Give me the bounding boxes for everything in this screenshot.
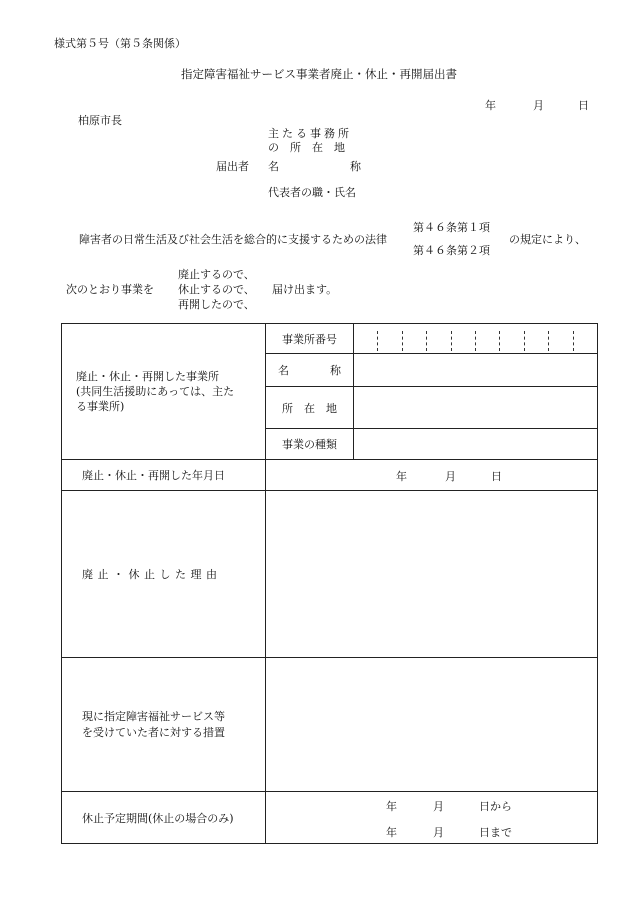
office-number-field[interactable] <box>354 324 598 354</box>
name-label-a: 名 <box>278 364 289 377</box>
action-option-resume: 再開したので、 <box>178 298 255 311</box>
business-type-field[interactable] <box>354 429 598 460</box>
period-until-year: 年 <box>386 825 397 839</box>
applicant-role: 届出者 <box>216 160 249 173</box>
period-from-month: 月 <box>433 799 444 813</box>
name-label-b: 称 <box>330 364 341 377</box>
period-label: 休止予定期間(休止の場合のみ) <box>62 792 266 844</box>
office-section-label-1: 廃止・休止・再開した事業所 <box>76 370 219 383</box>
date-field[interactable] <box>266 460 598 491</box>
article-2: 第４６条第２項 <box>413 244 490 257</box>
business-type-label: 事業の種類 <box>266 429 354 460</box>
address-field[interactable] <box>354 387 598 429</box>
action-option-suspend: 休止するので、 <box>178 283 255 296</box>
name-label-2: 称 <box>350 160 361 173</box>
office-number-digit-boxes <box>354 326 597 351</box>
address-label: 所 在 地 <box>266 387 354 429</box>
date-year: 年 <box>485 99 496 112</box>
office-label-2: の 所 在 地 <box>268 141 345 154</box>
measures-label <box>62 658 266 792</box>
office-number-label: 事業所番号 <box>266 324 354 354</box>
reason-label: 廃止・休止した理由 <box>62 491 266 658</box>
period-until-month: 月 <box>433 825 444 839</box>
period-from-day: 日から <box>479 799 512 813</box>
date-month: 月 <box>533 99 544 112</box>
representative-label: 代表者の職・氏名 <box>268 186 356 199</box>
law-suffix: の規定により、 <box>509 233 586 246</box>
office-section-label-3: る事業所) <box>76 400 125 413</box>
office-section-label-2: (共同生活援助にあっては、主た <box>76 385 235 398</box>
name-label <box>266 354 354 387</box>
name-label-1: 名 <box>268 160 279 173</box>
period-from-year: 年 <box>386 799 397 813</box>
date-label: 廃止・休止・再開した年月日 <box>62 460 266 491</box>
action-option-abolish: 廃止するので、 <box>178 268 255 281</box>
period-until-day: 日まで <box>479 825 512 839</box>
form-number: 様式第５号（第５条関係） <box>54 37 186 50</box>
measures-label-1: 現に指定障害福祉サービス等 <box>82 709 225 723</box>
addressee: 柏原市長 <box>78 114 122 127</box>
measures-field[interactable] <box>266 658 598 792</box>
office-section-label <box>62 324 266 460</box>
action-suffix: 届け出ます。 <box>272 283 338 296</box>
date-field-day: 日 <box>491 470 502 483</box>
article-1: 第４６条第１項 <box>413 221 490 234</box>
period-field[interactable] <box>266 792 598 844</box>
date-field-month: 月 <box>445 470 456 483</box>
office-label: 主たる事務所 <box>268 127 352 140</box>
law-name: 障害者の日常生活及び社会生活を総合的に支援するための法律 <box>79 233 387 246</box>
date-day: 日 <box>578 99 589 112</box>
action-prefix: 次のとおり事業を <box>66 283 154 296</box>
name-field[interactable] <box>354 354 598 387</box>
notification-table <box>61 323 598 844</box>
document-title: 指定障害福祉サービス事業者廃止・休止・再開届出書 <box>181 67 457 81</box>
date-field-year: 年 <box>396 470 407 483</box>
measures-label-2: を受けていた者に対する措置 <box>82 725 225 739</box>
reason-field[interactable] <box>266 491 598 658</box>
